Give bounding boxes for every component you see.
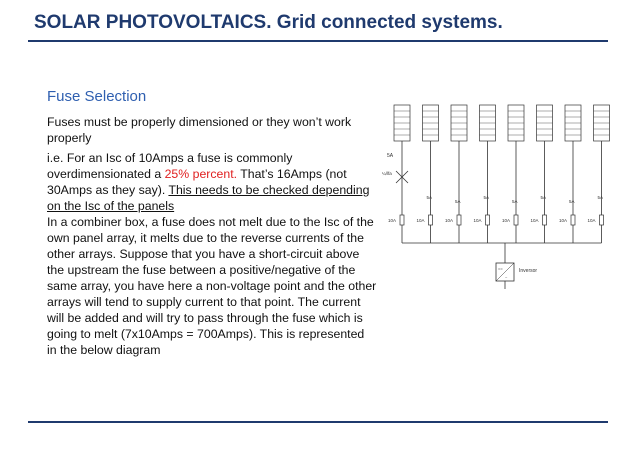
- pv-panel: [508, 105, 524, 141]
- current-label: 5A: [483, 195, 490, 200]
- short-circuit-label: 5A: [387, 153, 394, 159]
- pv-panels: [394, 105, 610, 141]
- fuse-label: 10A: [502, 218, 511, 223]
- fuse: [571, 215, 575, 225]
- title-divider: [28, 40, 608, 42]
- fuse: [457, 215, 461, 225]
- fuse: [600, 215, 604, 225]
- highlight-percent: 25% percent.: [164, 167, 238, 181]
- pv-panel: [537, 105, 553, 141]
- pv-panel: [594, 105, 610, 141]
- pv-panel: [394, 105, 410, 141]
- pv-panel: [451, 105, 467, 141]
- bottom-divider: [28, 421, 608, 423]
- inverter-symbol-ac: ~: [505, 275, 508, 280]
- paragraph-isc-text-a: i.e. For an Isc of 10Amps a fuse is commonly overdimensionated a: [47, 151, 293, 181]
- pv-panel: [480, 105, 496, 141]
- fuse-label: 10A: [445, 218, 454, 223]
- fuse-label: 10A: [416, 218, 425, 223]
- fuse: [429, 215, 433, 225]
- paragraph-isc-example: [47, 150, 377, 214]
- current-label: 5A: [569, 199, 575, 204]
- current-label: 5A: [512, 199, 518, 204]
- fuse-label: 10A: [530, 218, 539, 223]
- paragraph-combiner-box: In a combiner box, a fuse does not melt due to the Isc of the own panel array, it melts due to the reverse currents of the other arrays. Suppose that you have a short-circuit above the upstream the fuse between a positive/negative of the same array, you have here a non-voltage point and the other arrays will tend to supply current to that point. The current will be added and will try to pass through the fuse which is going to melt (7x10Amps = 700Amps). This is represented in the below diagram: [47, 215, 377, 357]
- paragraph-fuse-dimension: Fuses must be properly dimensioned or they won’t work properly: [47, 115, 352, 145]
- current-label: 5A: [426, 195, 433, 200]
- section-title: Fuse Selection: [47, 88, 147, 105]
- fuse: [514, 215, 518, 225]
- fuse-label: 10A: [559, 218, 568, 223]
- current-label: 5A: [597, 195, 604, 200]
- short-circuit-sublabel: ¼/lfa: [382, 171, 392, 176]
- fuse-label: 10A: [473, 218, 482, 223]
- current-label: 5A: [540, 195, 547, 200]
- fuse-diagram: [380, 95, 610, 295]
- paragraph-isc-text-b: That’s 16Amps (not 30Amps as they say).: [47, 167, 347, 197]
- fuse: [400, 215, 404, 225]
- fuse-label: 10A: [388, 218, 397, 223]
- page-title: SOLAR PHOTOVOLTAICS. Grid connected systems.: [34, 12, 503, 33]
- fuse: [486, 215, 490, 225]
- current-label: 5A: [455, 199, 461, 204]
- fuse-label: 10A: [587, 218, 596, 223]
- inverter-symbol-dc: ==: [498, 266, 503, 271]
- pv-panel: [565, 105, 581, 141]
- inverter-label: Inversor: [519, 268, 538, 274]
- fuse: [543, 215, 547, 225]
- underlined-note: This needs to be checked depending on the Isc of the panels: [47, 183, 370, 213]
- pv-panel: [423, 105, 439, 141]
